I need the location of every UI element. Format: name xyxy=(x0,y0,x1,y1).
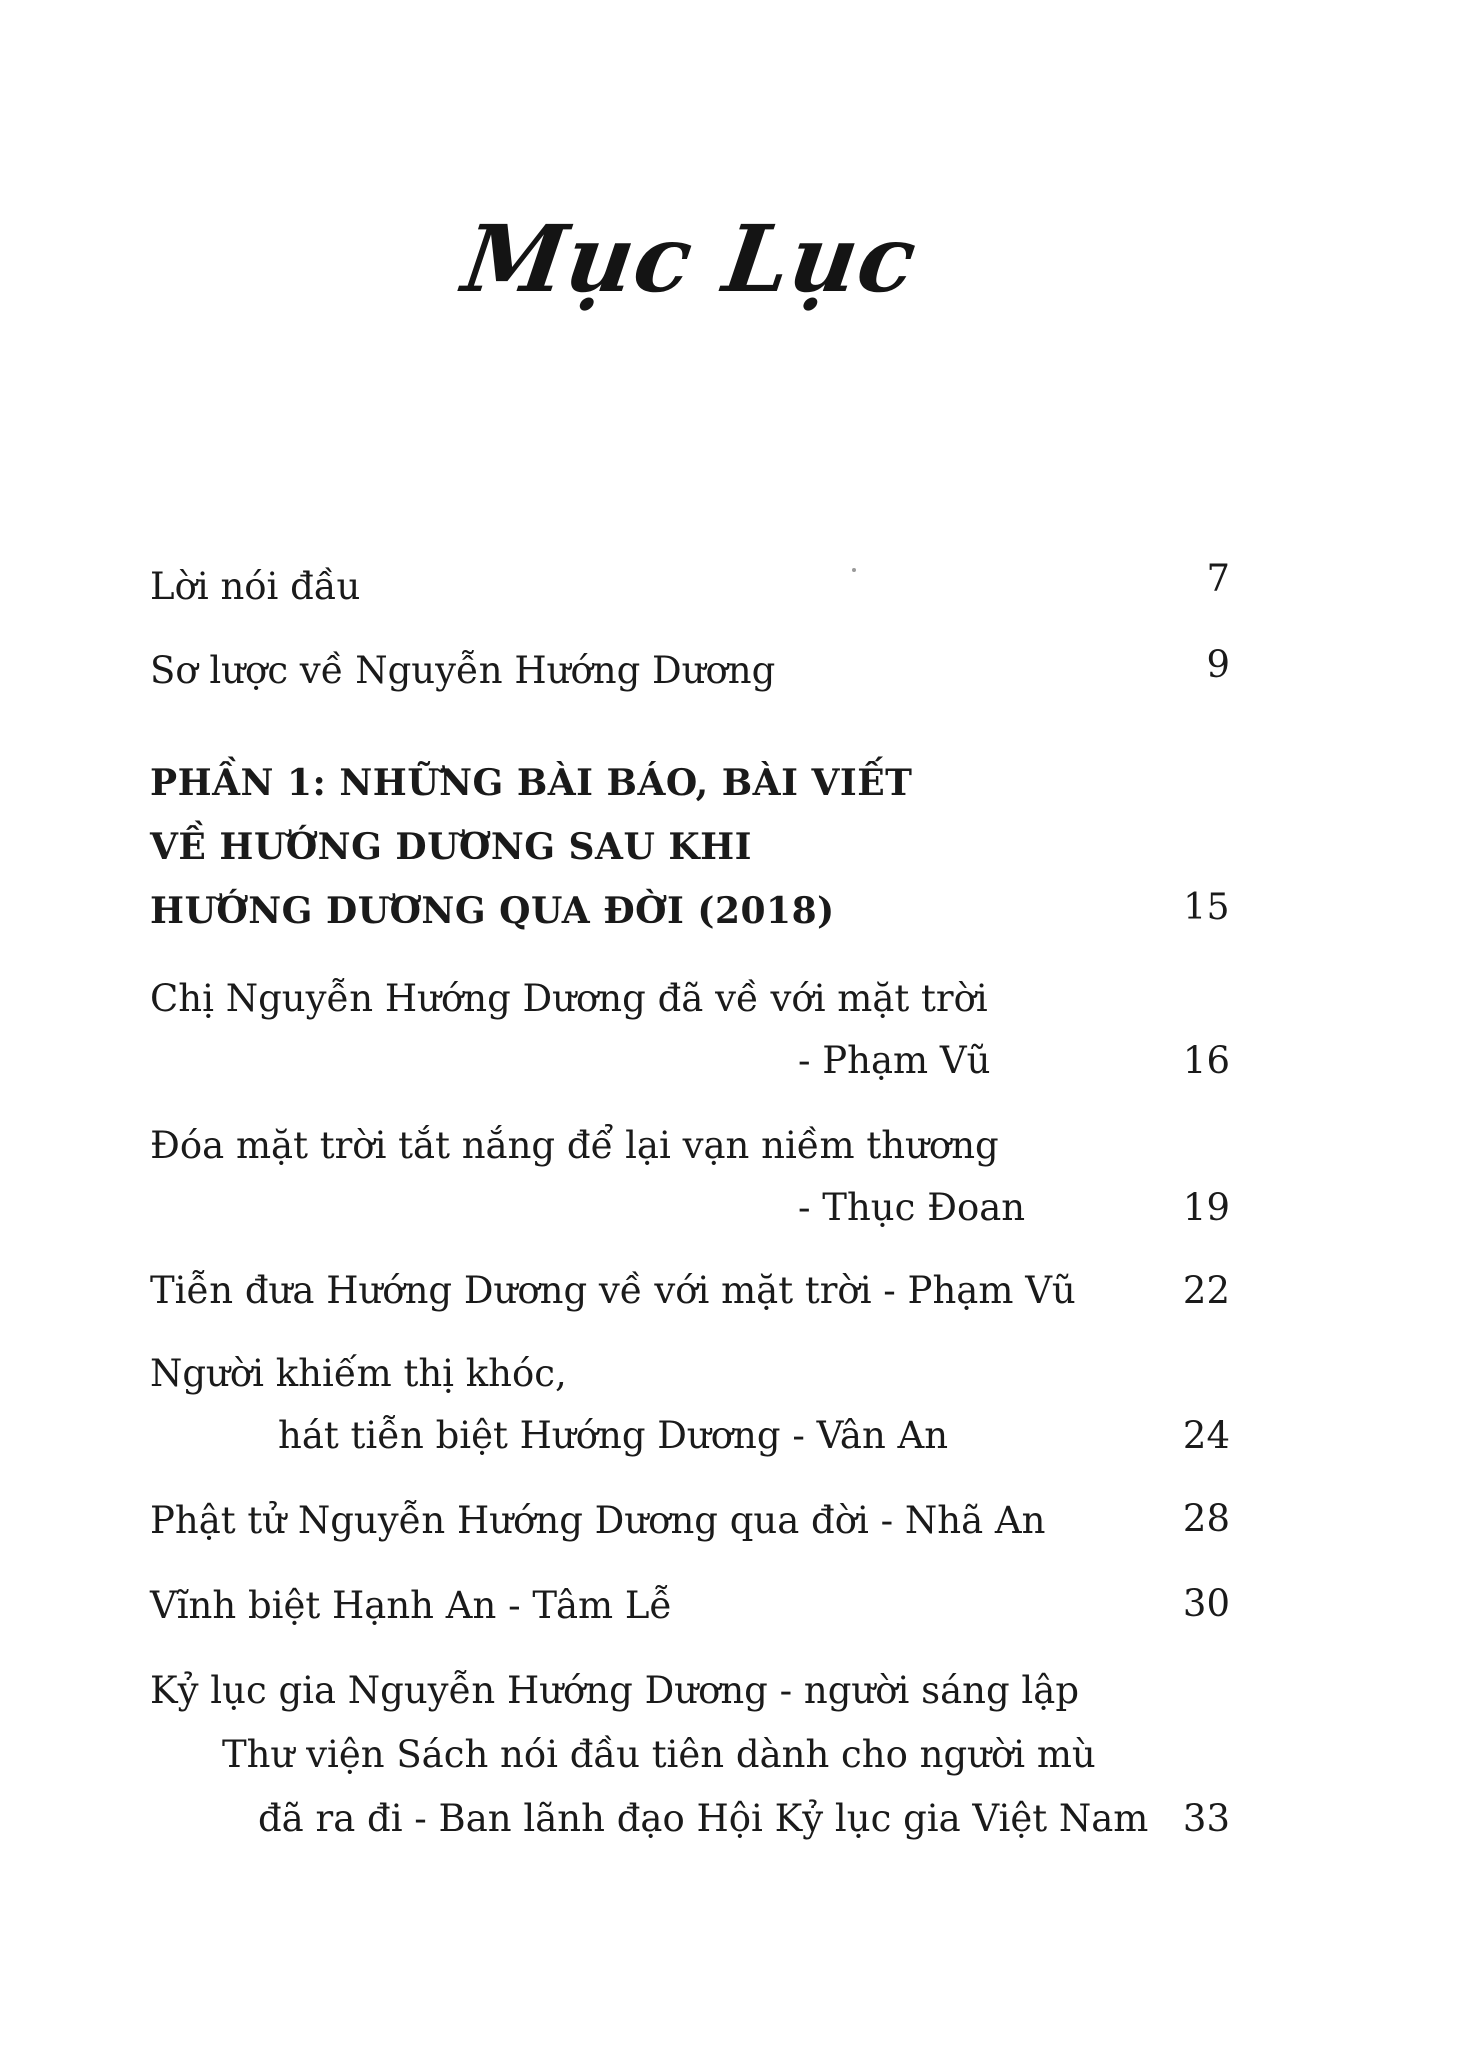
toc-entry-title-continued: đã ra đi - Ban lãnh đạo Hội Kỷ lục gia Việt Nam xyxy=(258,1797,1149,1840)
toc-page-number: 7 xyxy=(1206,557,1230,600)
toc-page-number: 24 xyxy=(1182,1414,1230,1457)
toc-entry-title: Phật tử Nguyễn Hướng Dương qua đời - Nhã An xyxy=(150,1499,1046,1542)
toc-page-number: 15 xyxy=(1183,887,1230,928)
toc-entry-title-continued: hát tiễn biệt Hướng Dương - Vân An xyxy=(278,1414,949,1457)
toc-entry-author: - Thục Đoan xyxy=(798,1186,1026,1229)
toc-entry-title: Tiễn đưa Hướng Dương về với mặt trời - Phạm Vũ xyxy=(150,1269,1076,1312)
toc-part-line: PHẦN 1: NHỮNG BÀI BÁO, BÀI VIẾT xyxy=(150,762,913,804)
toc-entry-author: - Phạm Vũ xyxy=(798,1039,991,1082)
toc-page-number: 9 xyxy=(1206,643,1230,686)
toc-page-number: 28 xyxy=(1182,1497,1230,1540)
toc-page-number: 19 xyxy=(1182,1186,1230,1229)
toc-entry-title: Vĩnh biệt Hạnh An - Tâm Lễ xyxy=(150,1584,673,1627)
toc-entry-title: Kỷ lục gia Nguyễn Hướng Dương - người sáng lập xyxy=(150,1669,1080,1712)
toc-page-number: 16 xyxy=(1182,1039,1230,1082)
toc-entry-title: Sơ lược về Nguyễn Hướng Dương xyxy=(150,649,776,692)
page-title: Mục Lục xyxy=(456,205,924,313)
toc-entry-title: Lời nói đầu xyxy=(150,565,361,608)
toc-page-number: 22 xyxy=(1182,1269,1230,1312)
print-speck xyxy=(852,568,856,572)
toc-entry-title: Người khiếm thị khóc, xyxy=(150,1352,567,1395)
toc-page-number: 33 xyxy=(1182,1797,1230,1840)
toc-entry-title: Chị Nguyễn Hướng Dương đã về với mặt trời xyxy=(150,977,988,1020)
toc-entry-title-continued: Thư viện Sách nói đầu tiên dành cho người mù xyxy=(222,1733,1096,1776)
toc-part-line: VỀ HƯỚNG DƯƠNG SAU KHI xyxy=(150,826,753,868)
toc-page-number: 30 xyxy=(1182,1582,1230,1625)
toc-entry-title: Đóa mặt trời tắt nắng để lại vạn niềm thương xyxy=(150,1124,999,1167)
toc-part-line: HƯỚNG DƯƠNG QUA ĐỜI (2018) xyxy=(150,890,835,932)
